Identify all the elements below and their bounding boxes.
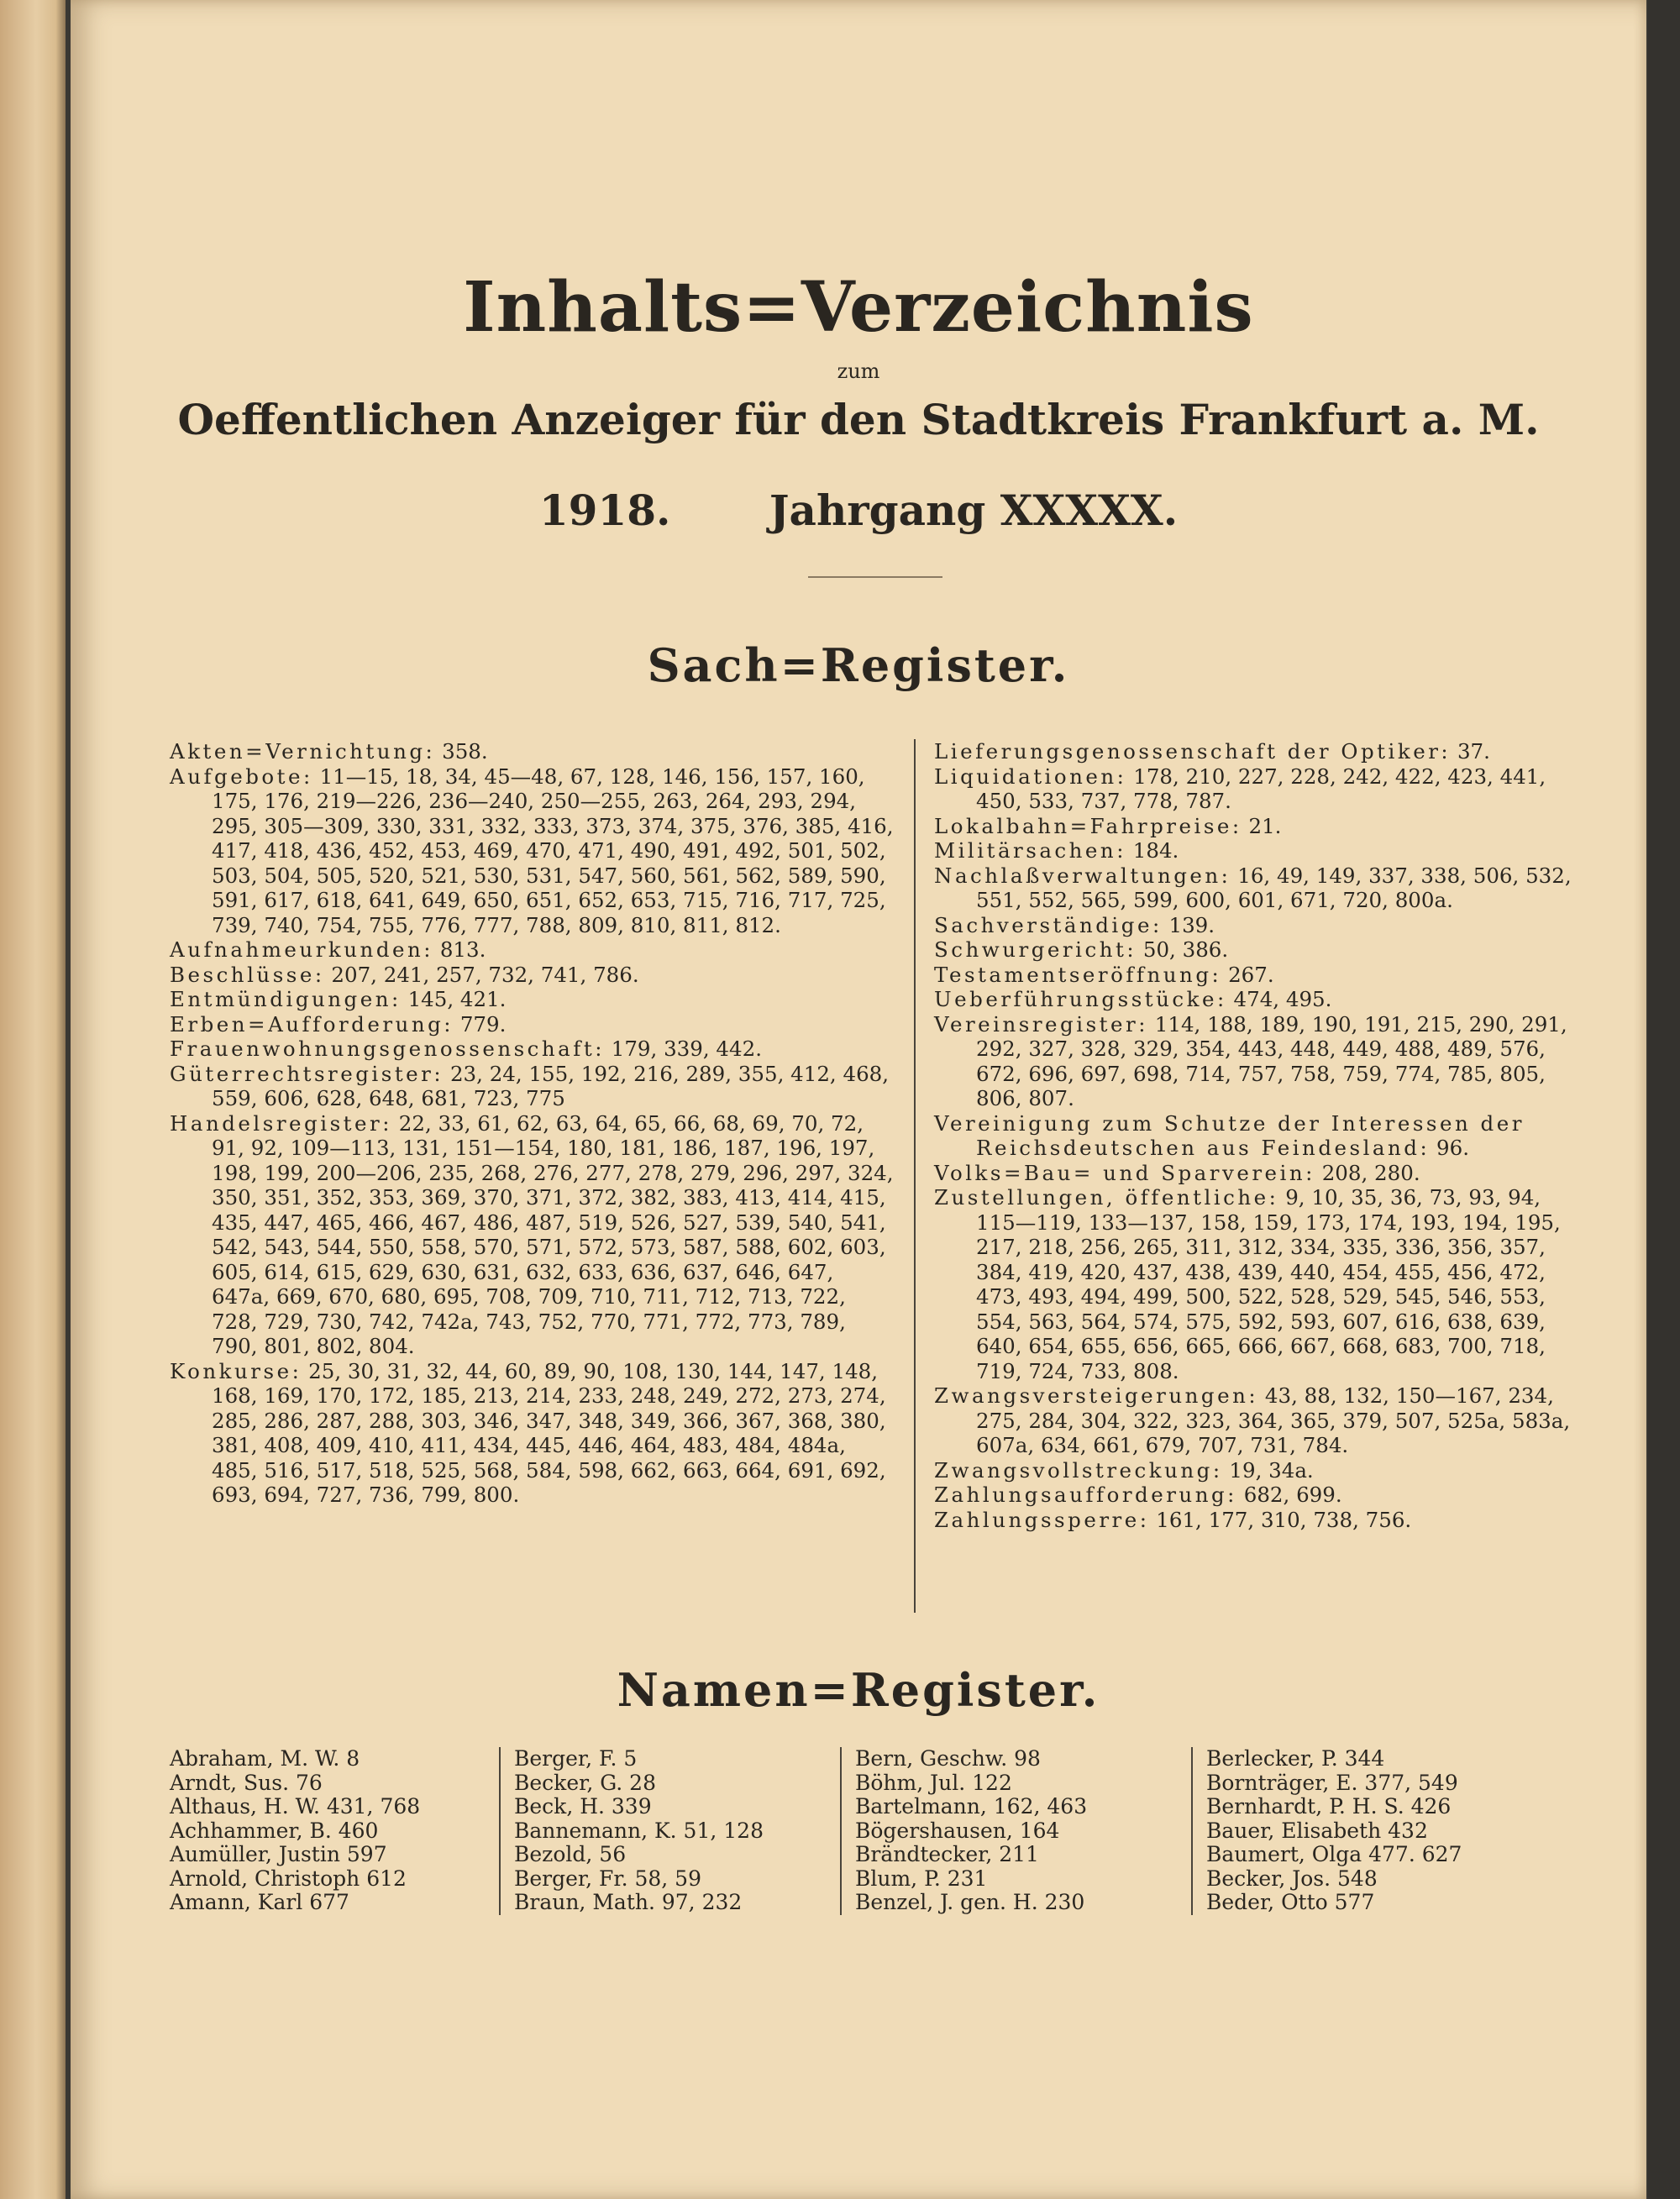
name-entry: Bögershausen, 164: [855, 1818, 1060, 1843]
name-entry: Becker, Jos. 548: [1206, 1866, 1378, 1891]
register-refs: 9, 10, 35, 36, 73, 93, 94, 115—119, 133—137, 158, 159, 173, 174, 193, 194, 195, 217, 218, 256, 265, 311, 312, 334, 335, 336, 356, 357, 384, 419, 420, 437, 438, 439, 440, 454, 455, 456, 472, 473, 493, 494, 499, 500, 522, 528, 529, 545, 546, 553, 554, 563, 564, 574, 575, 592, 593, 607, 616, 638, 639, 640, 654, 655, 656, 665, 666, 667, 668, 683, 700, 718, 719, 724, 733, 808.: [976, 1185, 1561, 1383]
register-entry: [170, 937, 897, 963]
register-term: Frauenwohnungsgenossenschaft:: [170, 1037, 605, 1061]
register-entry: [934, 987, 1581, 1012]
register-term: Volks=Bau= und Sparverein:: [934, 1160, 1315, 1185]
name-entry: Baumert, Olga 477. 627: [1206, 1842, 1462, 1866]
register-refs: 139.: [1168, 912, 1215, 937]
register-entry: [170, 1037, 897, 1062]
register-term: Aufnahmeurkunden:: [170, 937, 434, 962]
column-divider: [499, 1747, 501, 1915]
register-refs: 474, 495.: [1233, 987, 1332, 1011]
name-entry: Bernhardt, P. H. S. 426: [1206, 1794, 1452, 1819]
register-term: Sachverständige:: [934, 912, 1163, 937]
namen-column-2: [514, 1747, 764, 1915]
column-divider: [1191, 1747, 1193, 1915]
name-entry: Berger, Fr. 58, 59: [514, 1866, 701, 1891]
register-entry: [934, 937, 1581, 963]
register-refs: 161, 177, 310, 738, 756.: [1156, 1507, 1412, 1532]
subtitle: Oeffentlichen Anzeiger für den Stadtkreis Frankfurt a. M.: [177, 395, 1540, 444]
register-entry: [934, 1161, 1581, 1186]
name-entry: Böhm, Jul. 122: [855, 1770, 1012, 1795]
name-entry: Aumüller, Justin 597: [170, 1842, 387, 1866]
year: 1918.: [538, 485, 671, 535]
name-entry: Beck, H. 339: [514, 1794, 652, 1819]
register-entry: [170, 764, 897, 938]
register-entry: [934, 863, 1581, 913]
register-refs: 50, 386.: [1142, 937, 1229, 962]
register-refs: 25, 30, 31, 32, 44, 60, 89, 90, 108, 130, 144, 147, 148, 168, 169, 170, 172, 185, 213, 214, 233, 248, 249, 272, 273, 274, 285, 286, 287, 288, 303, 346, 347, 348, 349, 366, 367, 368, 380, 381, 408, 409, 410, 411, 434, 445, 446, 464, 483, 484, 484a, 485, 516, 517, 518, 525, 568, 584, 598, 662, 663, 664, 691, 692, 693, 694, 727, 736, 799, 800.: [212, 1358, 886, 1507]
register-refs: 358.: [442, 739, 488, 764]
sach-register-heading: Sach=Register.: [647, 638, 1070, 692]
column-divider: [840, 1747, 842, 1915]
register-term: Lieferungsgenossenschaft der Optiker:: [934, 739, 1452, 764]
register-refs: 43, 88, 132, 150—167, 234, 275, 284, 304, 322, 323, 364, 365, 379, 507, 525a, 583a, 607a, 634, 661, 679, 707, 731, 784.: [976, 1383, 1571, 1457]
register-term: Güterrechtsregister:: [170, 1061, 444, 1086]
page-edge-background: [1648, 0, 1680, 2199]
name-entry: Beder, Otto 577: [1206, 1890, 1375, 1914]
register-entry: [934, 1012, 1581, 1111]
register-term: Konkurse:: [170, 1358, 302, 1383]
namen-column-1: [170, 1747, 420, 1915]
register-refs: 207, 241, 257, 732, 741, 786.: [331, 962, 639, 987]
register-entry: [170, 739, 897, 764]
namen-column-4: [1206, 1747, 1462, 1915]
register-refs: 145, 421.: [407, 987, 507, 1011]
register-entry: [934, 1111, 1581, 1161]
register-term: Vereinsregister:: [934, 1011, 1148, 1037]
book-spine: [0, 0, 66, 2199]
register-refs: 208, 280.: [1321, 1160, 1420, 1185]
register-refs: 813.: [439, 937, 486, 962]
register-term: Militärsachen:: [934, 838, 1126, 863]
title-divider: [808, 576, 942, 578]
register-entry: [170, 1062, 897, 1111]
name-entry: Arndt, Sus. 76: [170, 1770, 323, 1795]
column-divider: [914, 739, 916, 1613]
register-entry: [934, 1185, 1581, 1383]
register-entry: [934, 1383, 1581, 1458]
register-refs: 96.: [1436, 1136, 1470, 1160]
register-entry: [170, 1359, 897, 1508]
register-term: Beschlüsse:: [170, 962, 325, 987]
register-entry: [170, 963, 897, 988]
year-line: [71, 485, 1646, 535]
name-entry: Abraham, M. W. 8: [170, 1746, 360, 1771]
register-refs: 37.: [1457, 739, 1490, 764]
register-term: Ueberführungsstücke:: [934, 987, 1227, 1011]
name-entry: Bornträger, E. 377, 549: [1206, 1770, 1458, 1795]
register-term: Handelsregister:: [170, 1110, 392, 1136]
register-refs: 22, 33, 61, 62, 63, 64, 65, 66, 68, 69, 70, 72, 91, 92, 109—113, 131, 151—154, 180, 181, 186, 187, 196, 197, 198, 199, 200—206, 235, 268, 276, 277, 278, 279, 296, 297, 324, 350, 351, 352, 353, 369, 370, 371, 372, 382, 383, 413, 414, 415, 435, 447, 465, 466, 467, 486, 487, 519, 526, 527, 539, 540, 541, 542, 543, 544, 550, 558, 570, 571, 572, 573, 587, 588, 602, 603, 605, 614, 615, 629, 630, 631, 632, 633, 636, 637, 646, 647, 647a, 669, 670, 680, 695, 708, 709, 710, 711, 712, 713, 722, 728, 729, 730, 742, 742a, 743, 752, 770, 771, 772, 773, 789, 790, 801, 802, 804.: [212, 1110, 894, 1358]
register-refs: 682, 699.: [1243, 1483, 1342, 1507]
register-refs: 184.: [1132, 838, 1179, 863]
name-entry: Achhammer, B. 460: [170, 1818, 379, 1843]
name-entry: Benzel, J. gen. H. 230: [855, 1890, 1085, 1914]
register-term: Nachlaßverwaltungen:: [934, 863, 1231, 888]
name-entry: Brändtecker, 211: [855, 1842, 1039, 1866]
register-refs: 23, 24, 155, 192, 216, 289, 355, 412, 468, 559, 606, 628, 648, 681, 723, 775: [212, 1061, 890, 1110]
name-entry: Blum, P. 231: [855, 1866, 988, 1891]
name-entry: Berlecker, P. 344: [1206, 1746, 1385, 1771]
register-entry: [170, 1111, 897, 1359]
subtitle-prefix: zum: [837, 360, 880, 383]
register-term: Zustellungen, öffentliche:: [934, 1185, 1279, 1210]
register-entry: [170, 987, 897, 1012]
register-refs: 114, 188, 189, 190, 191, 215, 290, 291, 292, 327, 328, 329, 354, 443, 448, 449, 488, 489, 576, 672, 696, 697, 698, 714, 757, 758, 759, 774, 785, 805, 806, 807.: [976, 1011, 1567, 1110]
register-term: Zwangsvollstreckung:: [934, 1457, 1223, 1483]
register-term: Vereinigung zum Schutze der Interessen der Reichsdeutschen aus Feindesland:: [934, 1110, 1525, 1160]
name-entry: Braun, Math. 97, 232: [514, 1890, 743, 1914]
sach-register-right-column: [934, 739, 1581, 1532]
register-term: Zahlungssperre:: [934, 1507, 1150, 1532]
name-entry: Bannemann, K. 51, 128: [514, 1818, 764, 1843]
name-entry: Bauer, Elisabeth 432: [1206, 1818, 1428, 1843]
register-entry: [934, 814, 1581, 839]
register-term: Entmündigungen:: [170, 987, 402, 1011]
register-refs: 779.: [459, 1011, 507, 1037]
register-refs: 178, 210, 227, 228, 242, 422, 423, 441, 450, 533, 737, 778, 787.: [976, 764, 1546, 813]
register-entry: [934, 913, 1581, 938]
register-entry: [934, 1483, 1581, 1508]
name-entry: Amann, Karl 677: [170, 1890, 349, 1914]
register-entry: [934, 838, 1581, 863]
document-page: [71, 0, 1646, 2199]
register-term: Schwurgericht:: [934, 937, 1137, 962]
name-entry: Becker, G. 28: [514, 1770, 656, 1795]
register-term: Liquidationen:: [934, 764, 1127, 789]
register-term: Zwangsversteigerungen:: [934, 1383, 1259, 1408]
register-refs: 19, 34a.: [1229, 1457, 1314, 1483]
name-entry: Berger, F. 5: [514, 1746, 638, 1771]
register-refs: 21.: [1248, 813, 1282, 838]
namen-column-3: [855, 1747, 1087, 1915]
register-term: Zahlungsaufforderung:: [934, 1483, 1237, 1507]
register-entry: [934, 764, 1581, 814]
register-entry: [934, 1508, 1581, 1533]
register-refs: 16, 49, 149, 337, 338, 506, 532, 551, 552, 565, 599, 600, 601, 671, 720, 800a.: [976, 863, 1572, 912]
namen-register-heading: Namen=Register.: [617, 1663, 1100, 1717]
volume: Jahrgang XXXXX.: [769, 485, 1179, 535]
register-refs: 11—15, 18, 34, 45—48, 67, 128, 146, 156, 157, 160, 175, 176, 219—226, 236—240, 250—255, 263, 264, 293, 294, 295, 305—309, 330, 331, 332, 333, 373, 374, 375, 376, 385, 416, 417, 418, 436, 452, 453, 469, 470, 471, 490, 491, 492, 501, 502, 503, 504, 505, 520, 521, 530, 531, 547, 560, 561, 562, 589, 590, 591, 617, 618, 641, 649, 650, 651, 652, 653, 715, 716, 717, 725, 739, 740, 754, 755, 776, 777, 788, 809, 810, 811, 812.: [212, 764, 894, 937]
register-entry: [170, 1012, 897, 1037]
register-term: Testamentseröffnung:: [934, 962, 1222, 987]
register-term: Erben=Aufforderung:: [170, 1011, 454, 1037]
page-title: Inhalts=Verzeichnis: [463, 267, 1254, 348]
register-term: Lokalbahn=Fahrpreise:: [934, 813, 1242, 838]
name-entry: Althaus, H. W. 431, 768: [170, 1794, 421, 1819]
name-entry: Bern, Geschw. 98: [855, 1746, 1041, 1771]
register-refs: 179, 339, 442.: [611, 1037, 762, 1061]
register-term: Aufgebote:: [170, 764, 313, 789]
name-entry: Bartelmann, 162, 463: [855, 1794, 1088, 1819]
name-entry: Arnold, Christoph 612: [170, 1866, 407, 1891]
register-refs: 267.: [1228, 962, 1274, 987]
register-term: Akten=Vernichtung:: [170, 739, 436, 764]
name-entry: Bezold, 56: [514, 1842, 627, 1866]
register-entry: [934, 739, 1581, 764]
sach-register-left-column: [170, 739, 897, 1508]
register-entry: [934, 963, 1581, 988]
register-entry: [934, 1458, 1581, 1483]
